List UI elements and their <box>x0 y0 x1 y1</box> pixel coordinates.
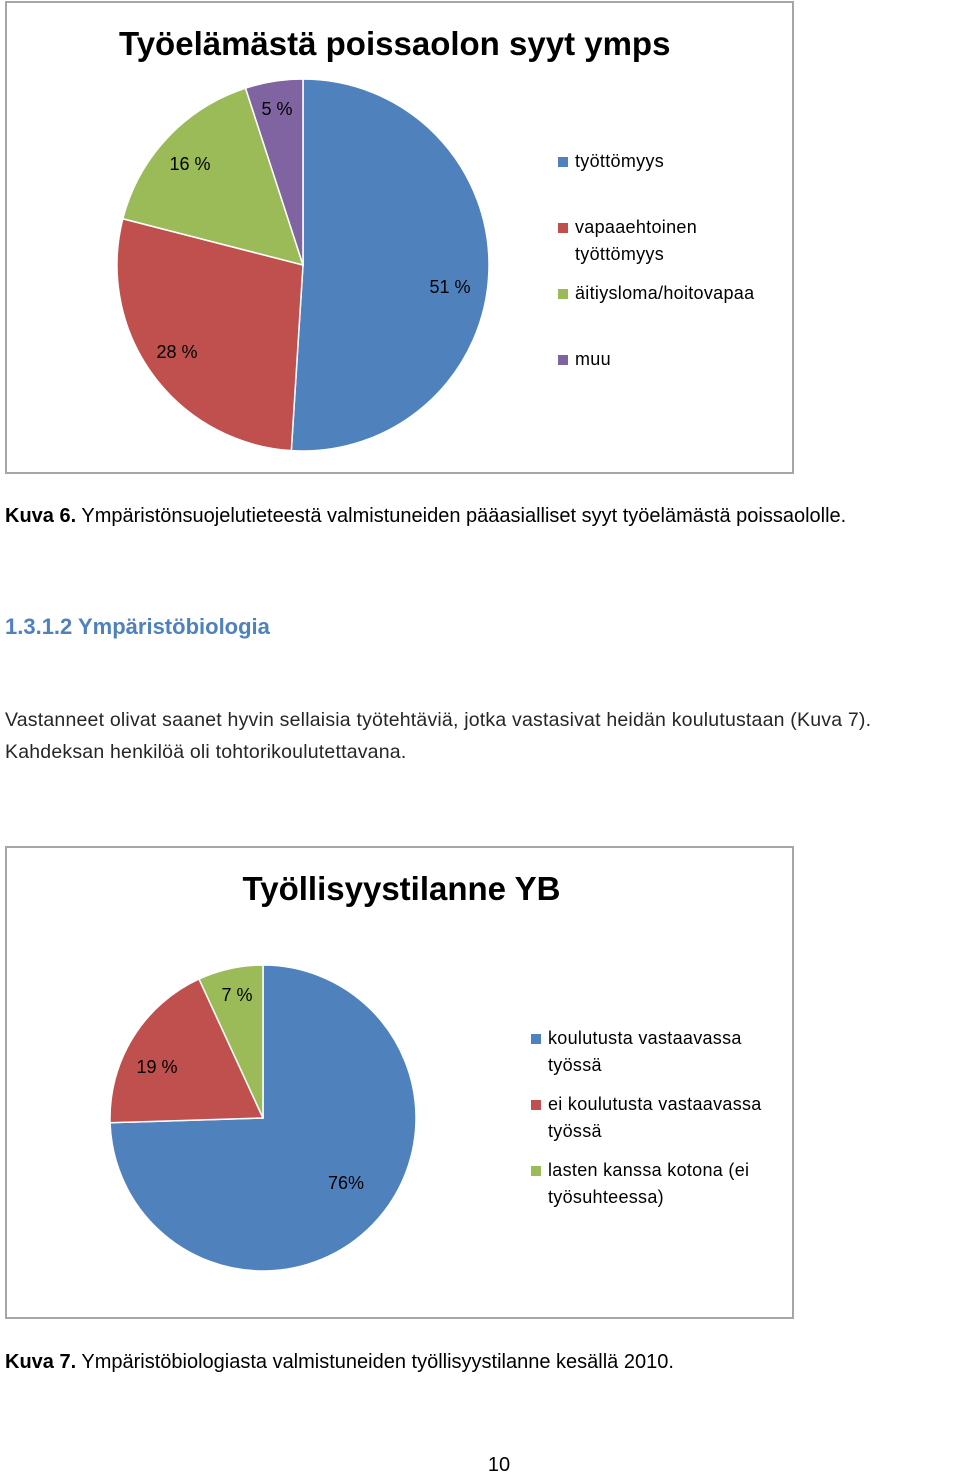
caption-text: Ympäristönsuojelutieteestä valmistuneiden pääasialliset syyt työelämästä poissaololle. <box>76 505 847 527</box>
page-number: 10 <box>487 1454 511 1476</box>
section-heading: 1.3.1.2 Ympäristöbiologia <box>5 614 270 639</box>
legend-label: lasten kanssa kotona (ei työsuhteessa) <box>548 1160 750 1207</box>
pie-slice <box>291 79 489 451</box>
pie-chart-absence-reasons <box>5 1 794 474</box>
legend-label: muu <box>575 349 611 369</box>
paragraph-line: Kahdeksan henkilöä oli tohtorikoulutettavana. <box>5 741 407 763</box>
legend-swatch <box>558 289 568 299</box>
paragraph-line: Vastanneet olivat saanet hyvin sellaisia työtehtäviä, jotka vastasivat heidän koulutustaan (Kuva 7). <box>5 709 872 731</box>
slice-data-label: 51 % <box>429 277 471 297</box>
legend-swatch <box>531 1034 541 1044</box>
chart-title: Työllisyystilanne YB <box>242 870 561 907</box>
caption-text: Ympäristöbiologiasta valmistuneiden työllisyystilanne kesällä 2010. <box>76 1351 674 1373</box>
legend-label: työttömyys <box>575 151 665 171</box>
legend-label: vapaaehtoinen työttömyys <box>575 217 698 264</box>
chart-title: Työelämästä poissaolon syyt ymps <box>119 25 671 62</box>
legend-swatch <box>558 223 568 233</box>
figure-caption-7 <box>5 1351 674 1374</box>
caption-label: Kuva 7. <box>5 1351 77 1373</box>
body-paragraph <box>5 704 871 768</box>
legend-swatch <box>558 157 568 167</box>
legend-label: ei koulutusta vastaavassa työssä <box>548 1094 762 1141</box>
legend-swatch <box>558 355 568 365</box>
figure-caption-6 <box>5 505 846 528</box>
legend-label: äitiysloma/hoitovapaa <box>575 283 755 303</box>
legend-label: koulutusta vastaavassa työssä <box>548 1028 742 1075</box>
pie-chart-svg <box>7 848 796 1321</box>
legend-swatch <box>531 1100 541 1110</box>
slice-data-label: 16 % <box>169 154 211 174</box>
slice-data-label: 7 % <box>221 985 253 1005</box>
legend-swatch <box>531 1166 541 1176</box>
slice-data-label: 28 % <box>156 342 198 362</box>
pie-chart-employment <box>5 846 794 1319</box>
slice-data-label: 76% <box>327 1173 365 1193</box>
slice-data-label: 5 % <box>261 99 293 119</box>
caption-label: Kuva 6. <box>5 505 77 527</box>
slice-data-label: 19 % <box>136 1057 178 1077</box>
